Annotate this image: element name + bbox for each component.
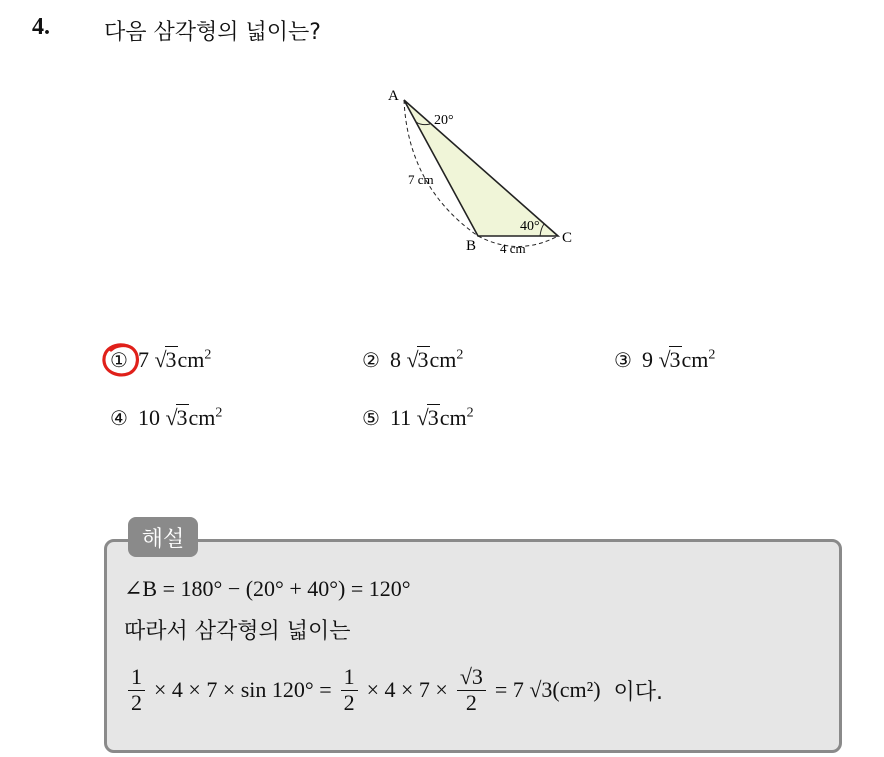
question-number: 4. [32, 14, 50, 40]
exponent: 2 [456, 347, 464, 363]
solution-tag: 해설 [128, 517, 198, 557]
side-label-ab: 7 cm [408, 172, 434, 187]
choice-5[interactable] [362, 405, 474, 431]
choice-number: ④ [110, 406, 128, 430]
fraction-half: $\frac{1}{2}$ [128, 665, 145, 714]
choice-coefficient: 9 [641, 347, 653, 372]
formula-part-1: × 4 × 7 × sin 120° = [154, 677, 332, 702]
choice-number: ⑤ [362, 406, 380, 430]
choice-1[interactable] [110, 347, 211, 373]
vertex-label-a: A [388, 88, 399, 104]
radicand: 3 [669, 347, 681, 372]
unit: cm [429, 347, 457, 372]
choice-2[interactable] [362, 347, 463, 373]
sqrt-symbol: √3 [416, 405, 439, 430]
choice-4[interactable] [110, 405, 222, 431]
unit: cm [188, 405, 216, 430]
radicand: 3 [176, 405, 188, 430]
side-label-bc: 4 cm [500, 241, 526, 256]
sqrt-symbol: √3 [154, 347, 177, 372]
exponent: 2 [215, 405, 223, 421]
unit: cm [681, 347, 709, 372]
choice-coefficient: 11 [389, 405, 412, 430]
radicand: 3 [165, 347, 177, 372]
angle-label-a: 20° [434, 113, 454, 128]
fraction-half-2: $\frac{1}{2}$ [341, 665, 358, 714]
question-text: 다음 삼각형의 넓이는? [104, 20, 321, 45]
unit: cm [439, 405, 467, 430]
unit: cm [177, 347, 205, 372]
choice-number: ① [110, 348, 128, 372]
radicand: 3 [417, 347, 429, 372]
radicand: 3 [427, 405, 439, 430]
solution-formula-line [124, 655, 663, 725]
choice-number: ② [362, 348, 380, 372]
solution-text-line: 따라서 삼각형의 넓이는 [124, 619, 351, 644]
choice-number: ③ [614, 348, 632, 372]
choice-coefficient: 8 [389, 347, 401, 372]
formula-result: = 7 √3(cm²) [494, 677, 601, 702]
choice-3[interactable] [614, 347, 715, 373]
solution-angle-line: ∠B = 180° − (20° + 40°) = 120° [124, 576, 411, 601]
exponent: 2 [466, 405, 474, 421]
triangle-fill [404, 100, 558, 236]
exponent: 2 [708, 347, 716, 363]
choice-coefficient: 10 [137, 405, 160, 430]
formula-part-2: × 4 × 7 × [366, 677, 448, 702]
angle-label-c: 40° [520, 219, 540, 234]
fraction-sqrt3-over-2: $\frac{√3}{2}$ [457, 665, 486, 714]
sqrt-symbol: √3 [165, 405, 188, 430]
choice-coefficient: 7 [137, 347, 149, 372]
exponent: 2 [204, 347, 212, 363]
formula-tail: 이다. [613, 679, 664, 705]
sqrt-symbol: √3 [406, 347, 429, 372]
vertex-label-c: C [562, 230, 573, 246]
vertex-label-b: B [466, 238, 477, 254]
sqrt-symbol: √3 [658, 347, 681, 372]
triangle-figure [380, 82, 580, 262]
